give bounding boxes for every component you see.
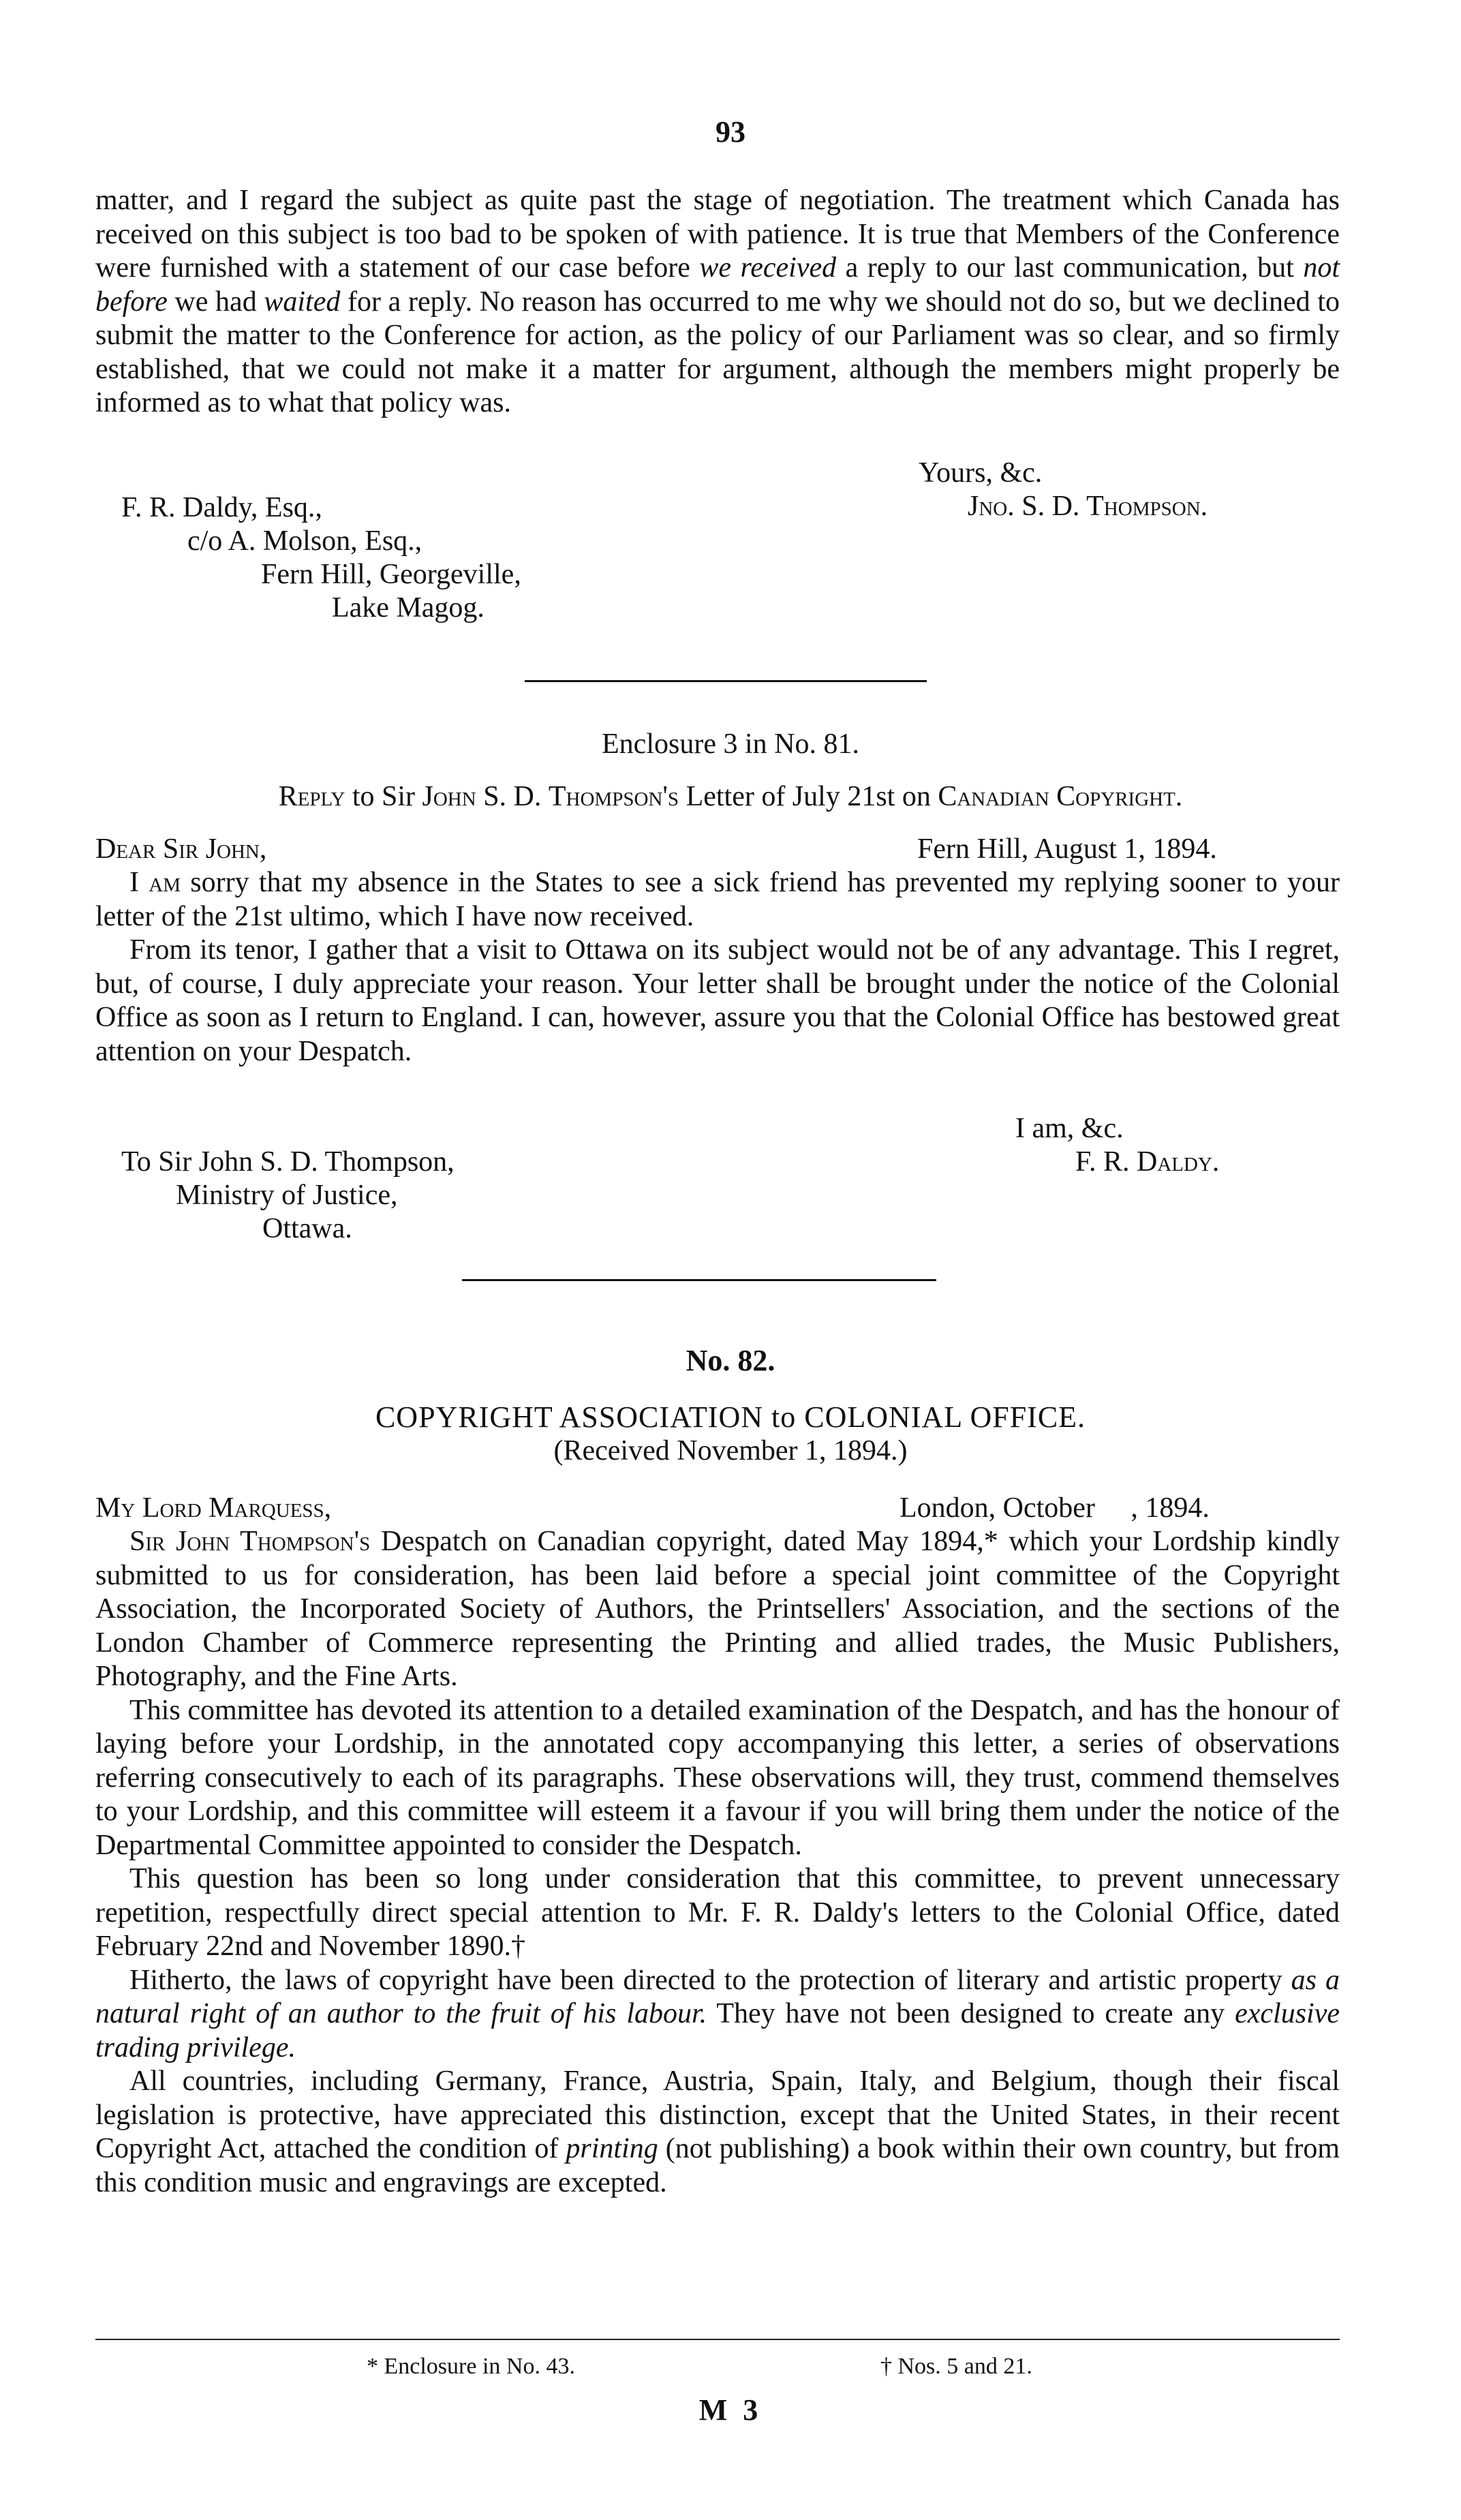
enclosure-heading: Enclosure 3 in No. 81.	[602, 728, 859, 760]
text-run: to Sir	[345, 781, 422, 812]
letter1-address-line: Lake Magog.	[332, 592, 485, 624]
text-run: we had	[167, 286, 264, 318]
text-run: All countries, including Germany, France, Austria, Spain, Italy, and Belgium, though their fiscal legislation is protective, have appreciated this distinction, except that the United States, in their recent Copyright Act, attached the condition of	[95, 2065, 1340, 2164]
text-run: Reply	[278, 781, 345, 812]
text-run: S. D.	[476, 781, 549, 812]
text-run: Despatch on Canadian copyright, dated May 1894,* which your Lordship kindly submitted to us for consideration, has been laid before a special joint committee of the Copyright Association, the Incorporated Society of Authors, the Printsellers' Association, and the sections of the London Chamber of Commerce representing the Printing and allied trades, the Music Publishers, Photography, and the Fine Arts.	[95, 1526, 1340, 1692]
enclosure-salutation: Dear Sir John,	[95, 833, 267, 865]
text-run: This question has been so long under consideration that this committee, to prevent unnecessary repetition, respectfully direct special attention to Mr. F. R. Daldy's letters to the Colonial Office, dated February 22nd and November 1890.†	[95, 1863, 1340, 1962]
section-divider	[462, 1279, 936, 1281]
text-run: Thompson's	[548, 781, 679, 812]
text-run: They have not been designed to create any	[707, 1998, 1235, 2029]
text-run: matter, and I regard the subject as quite past the stage of negotiation. The treatment which Canada has received on this subject is too bad to be spoken of with patience. It is true that Members of the Conference were furnished with a statement of our case before	[95, 185, 1340, 283]
text-run: am	[149, 867, 181, 898]
enclosure-address-line: Ministry of Justice,	[176, 1180, 398, 1211]
no82-paragraph	[95, 1964, 1340, 2065]
text-run: Hitherto, the laws of copyright have been directed to the protection of literary and artistic property	[129, 1964, 1291, 1996]
italic-run: exclusive trading privilege.	[95, 1998, 1340, 2063]
text-run: (not publishing) a book within their own country, but from this condition music and engravings are excepted.	[95, 2133, 1340, 2198]
enclosure-body	[95, 866, 1340, 1069]
document-number: No. 82.	[686, 1344, 775, 1377]
text-run: a reply to our last communication, but	[836, 252, 1304, 283]
no82-salutation: My Lord Marquess,	[95, 1492, 332, 1524]
no82-paragraph	[95, 2065, 1340, 2200]
letter1-paragraph	[95, 184, 1340, 420]
no82-paragraph	[95, 1694, 1340, 1863]
enclosure-signature: F. R. Daldy.	[1075, 1146, 1220, 1178]
page-number: 93	[716, 115, 745, 149]
signature-mark: M 3	[698, 2393, 763, 2427]
enclosure-address-line: To Sir John S. D. Thompson,	[121, 1146, 455, 1178]
italic-run: printing	[566, 2133, 658, 2164]
no82-place-date: London, October , 1894.	[899, 1492, 1210, 1524]
footnote-right: † Nos. 5 and 21.	[880, 2354, 1032, 2379]
enclosure-closing: I am, &c.	[1015, 1113, 1124, 1144]
enclosure-subheading	[0, 780, 1461, 814]
letter1-address-line: F. R. Daldy, Esq.,	[121, 492, 322, 523]
footnote-rule	[95, 2339, 1340, 2340]
document-title: COPYRIGHT ASSOCIATION to COLONIAL OFFICE.	[375, 1400, 1086, 1434]
enclosure-paragraph	[95, 866, 1340, 934]
section-divider	[525, 680, 927, 682]
enclosure-place-date: Fern Hill, August 1, 1894.	[917, 833, 1217, 865]
no82-body	[95, 1525, 1340, 2200]
no82-paragraph	[95, 1525, 1340, 1694]
enclosure-paragraph	[95, 934, 1340, 1069]
enclosure-address-line: Ottawa.	[262, 1213, 352, 1244]
footnote-left: * Enclosure in No. 43.	[367, 2354, 575, 2379]
italic-run: waited	[264, 286, 341, 318]
letter1-closing: Yours, &c.	[919, 457, 1043, 489]
text-run: Canadian Copyright.	[938, 781, 1183, 812]
no82-paragraph	[95, 1862, 1340, 1964]
received-date: (Received November 1, 1894.)	[553, 1435, 908, 1466]
text-run: John	[422, 781, 476, 812]
text-run: From its tenor, I gather that a visit to Ottawa on its subject would not be of any advantage. This I regret, but, of course, I duly appreciate your reason. Your letter shall be brought under the notice of the Colonial Office as soon as I return to England. I can, however, assure you that the Colonial Office has bestowed great attention on your Despatch.	[95, 934, 1340, 1067]
italic-run: as a natural right of an author to the fruit of his labour.	[95, 1964, 1340, 2029]
letter1-address-line: Fern Hill, Georgeville,	[261, 559, 521, 590]
text-run: Sir John Thompson's	[129, 1526, 371, 1557]
text-run: I	[129, 867, 149, 898]
letter1-address-line: c/o A. Molson, Esq.,	[187, 525, 422, 557]
text-run: This committee has devoted its attention to a detailed examination of the Despatch, and has the honour of laying before your Lordship, in the annotated copy accompanying this letter, a series of observations referring consecutively to each of its paragraphs. These observations will, they trust, commend themselves to your Lordship, and this committee will esteem it a favour if you will bring them under the notice of the Departmental Committee appointed to consider the Despatch.	[95, 1694, 1340, 1861]
letter1-signature: Jno. S. D. Thompson.	[968, 491, 1208, 522]
italic-run: we received	[699, 252, 837, 283]
text-run: sorry that my absence in the States to see a sick friend has prevented my replying sooner to your letter of the 21st ultimo, which I have now received.	[95, 867, 1340, 932]
italic-run: not before	[95, 252, 1340, 318]
text-run: for a reply. No reason has occurred to me why we should not do so, but we declined to submit the matter to the Conference for action, as the policy of our Parliament was so clear, and so firmly established, that we could not make it a matter for argument, although the members might properly be informed as to what that policy was.	[95, 286, 1340, 418]
text-run: Letter of July 21st on	[679, 781, 938, 812]
